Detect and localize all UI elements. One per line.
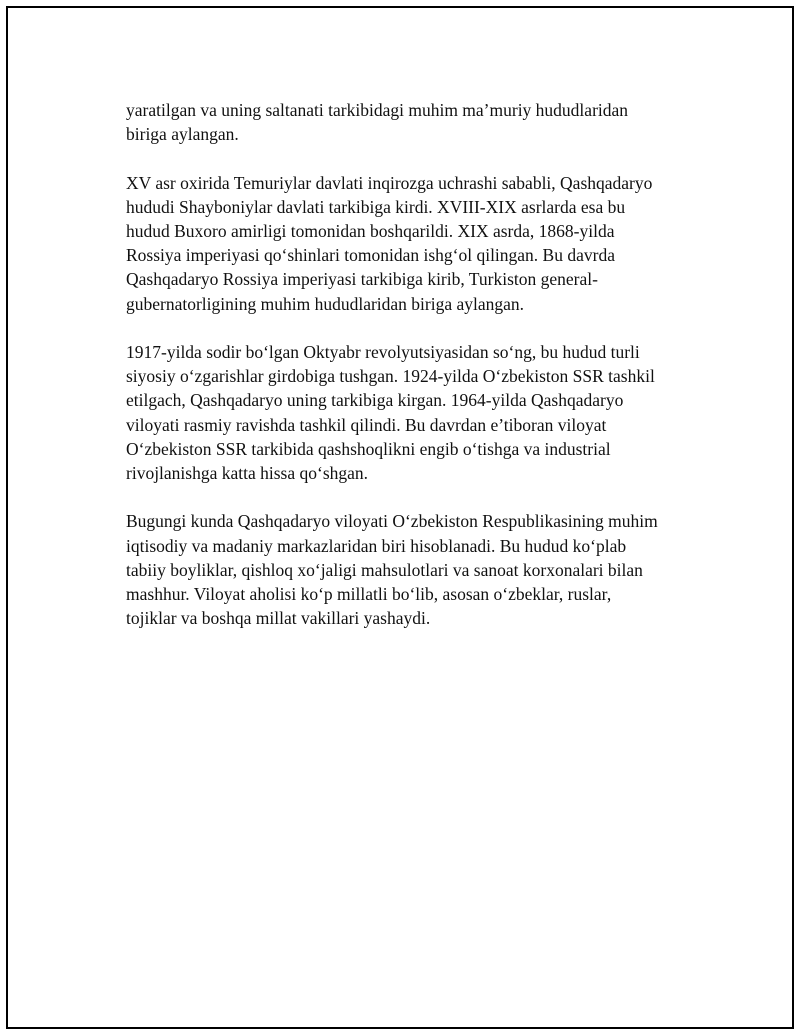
page-frame [6, 6, 794, 1029]
paragraph-3: 1917-yilda sodir bo‘lgan Oktyabr revolyutsiyasidan so‘ng, bu hudud turli siyosiy o‘zgarishlar girdobiga tushgan. 1924-yilda O‘zbekiston SSR tashkil etilgach, Qashqadaryo uning tarkibiga kirgan. 1964-yilda Qashqadaryo viloyati rasmiy ravishda tashkil qilindi. Bu davrdan e’tiboran viloyat O‘zbekiston SSR tarkibida qashshoqlikni engib o‘tishga va industrial rivojlanishga katta hissa qo‘shgan. [126, 342, 655, 484]
document-body [126, 98, 696, 655]
paragraph-1: yaratilgan va uning saltanati tarkibidagi muhim ma’muriy hududlaridan biriga aylangan. [126, 100, 629, 145]
paragraph-2: XV asr oxirida Temuriylar davlati inqirozga uchrashi sababli, Qashqadaryo hududi Shayboniylar davlati tarkibiga kirdi. XVIII-XIX asrlarda esa bu hudud Buxoro amirligi tomonidan boshqarildi. XIX asrda, 1868-yilda Rossiya imperiyasi qo‘shinlari tomonidan ishg‘ol qilingan. Bu davrda Qashqadaryo Rossiya imperiyasi tarkibiga kirib, Turkiston general- gubernatorligining muhim hududlaridan biriga aylangan. [126, 172, 653, 314]
paragraph-4: Bugungi kunda Qashqadaryo viloyati O‘zbekiston Respublikasining muhim iqtisodiy va madaniy markazlaridan biri hisoblanadi. Bu hudud ko‘plab tabiiy boyliklar, qishloq xo‘jaligi mahsulotlari va sanoat korxonalari bilan mashhur. Viloyat aholisi ko‘p millatli bo‘lib, asosan o‘zbeklar, ruslar, tojiklar va boshqa millat vakillari yashaydi. [126, 511, 658, 629]
